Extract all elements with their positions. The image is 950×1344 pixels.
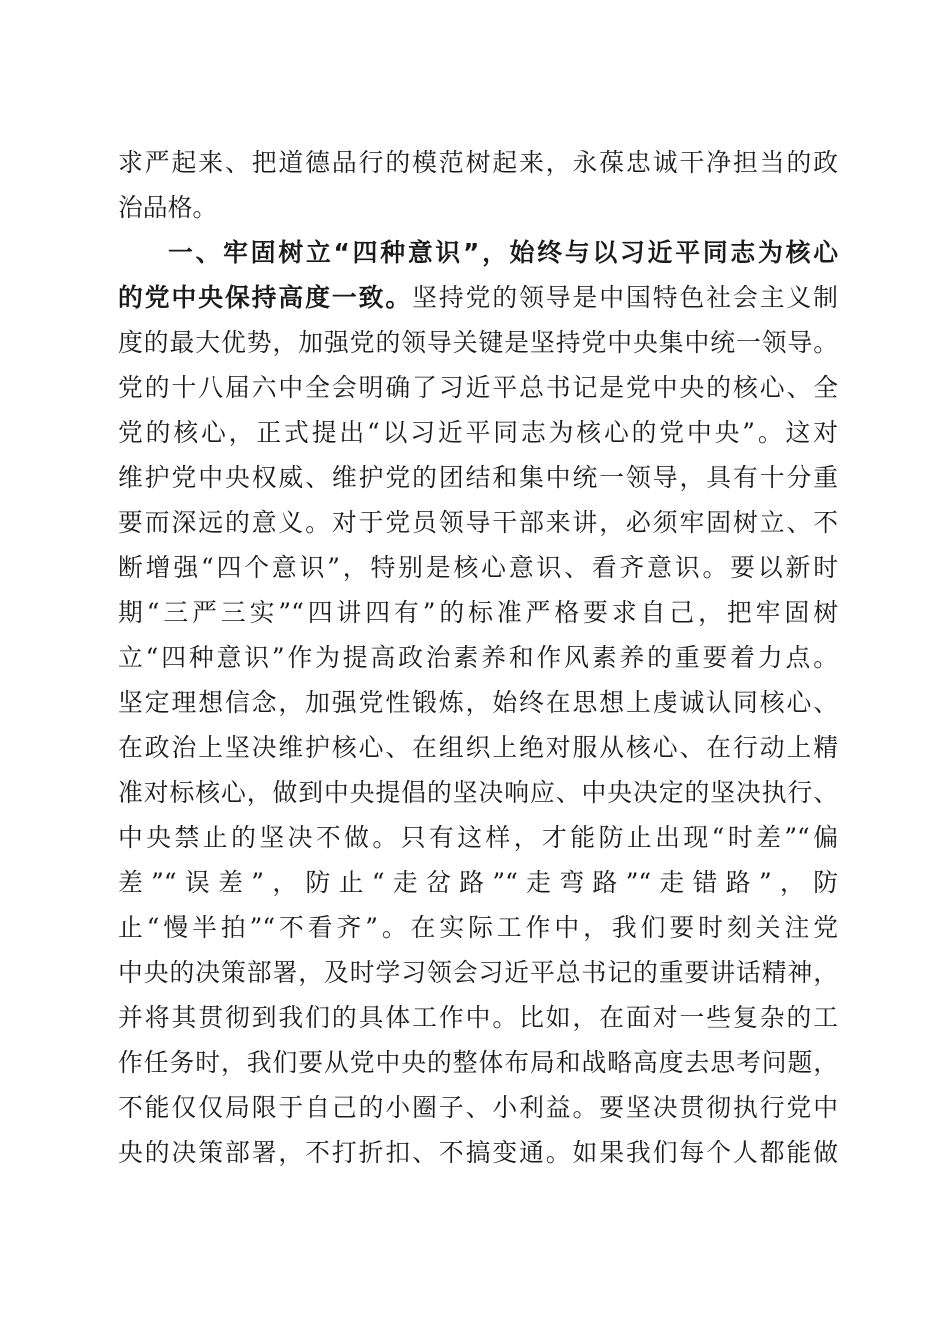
text-line: 中央的决策部署，及时学习领会习近平总书记的重要讲话精神， <box>118 958 838 987</box>
text-line: 党的核心，正式提出“以习近平同志为核心的党中央”。这对 <box>118 418 838 447</box>
body-text <box>118 140 838 1175</box>
section-heading-tail: 的党中央保持高度一致。 <box>118 283 413 312</box>
text-line: 党的十八届六中全会明确了习近平总书记是党中央的核心、全 <box>118 373 838 402</box>
text-line: 坚定理想信念，加强党性锻炼，始终在思想上虔诚认同核心、 <box>118 688 838 717</box>
section-heading-line: 一、牢固树立“四种意识”，始终与以习近平同志为核心 <box>168 238 838 267</box>
text-line: 求严起来、把道德品行的模范树起来，永葆忠诚干净担当的政 <box>118 148 838 177</box>
text-line: 在政治上坚决维护核心、在组织上绝对服从核心、在行动上精 <box>118 733 838 762</box>
section-heading-continuation <box>118 275 838 320</box>
text-line: 要而深远的意义。对于党员领导干部来讲，必须牢固树立、不 <box>118 508 838 537</box>
text-line: 维护党中央权威、维护党的团结和集中统一领导，具有十分重 <box>118 463 838 492</box>
text-line-fragment: 坚持党的领导是中国特色社会主义制 <box>412 283 838 312</box>
text-line: 中央禁止的坚决不做。只有这样，才能防止出现“时差”“偏 <box>118 823 838 852</box>
text-line: 期“三严三实”“四讲四有”的标准严格要求自己，把牢固树 <box>118 598 838 627</box>
text-line: 并将其贯彻到我们的具体工作中。比如，在面对一些复杂的工 <box>118 1003 838 1032</box>
text-line: 不能仅仅局限于自己的小圈子、小利益。要坚决贯彻执行党中 <box>118 1093 838 1122</box>
text-line: 差”“误差”，防止“走岔路”“走弯路”“走错路”，防 <box>118 868 838 897</box>
text-line: 止“慢半拍”“不看齐”。在实际工作中，我们要时刻关注党 <box>118 913 838 942</box>
text-line: 央的决策部署，不打折扣、不搞变通。如果我们每个人都能做 <box>118 1138 838 1167</box>
text-line: 断增强“四个意识”，特别是核心意识、看齐意识。要以新时 <box>118 553 838 582</box>
text-line: 作任务时，我们要从党中央的整体布局和战略高度去思考问题， <box>118 1048 838 1077</box>
text-line: 准对标核心，做到中央提倡的坚决响应、中央决定的坚决执行、 <box>118 778 838 807</box>
text-line: 立“四种意识”作为提高政治素养和作风素养的重要着力点。 <box>118 643 838 672</box>
text-line: 治品格。 <box>118 193 218 222</box>
text-line: 度的最大优势，加强党的领导关键是坚持党中央集中统一领导。 <box>118 328 838 357</box>
